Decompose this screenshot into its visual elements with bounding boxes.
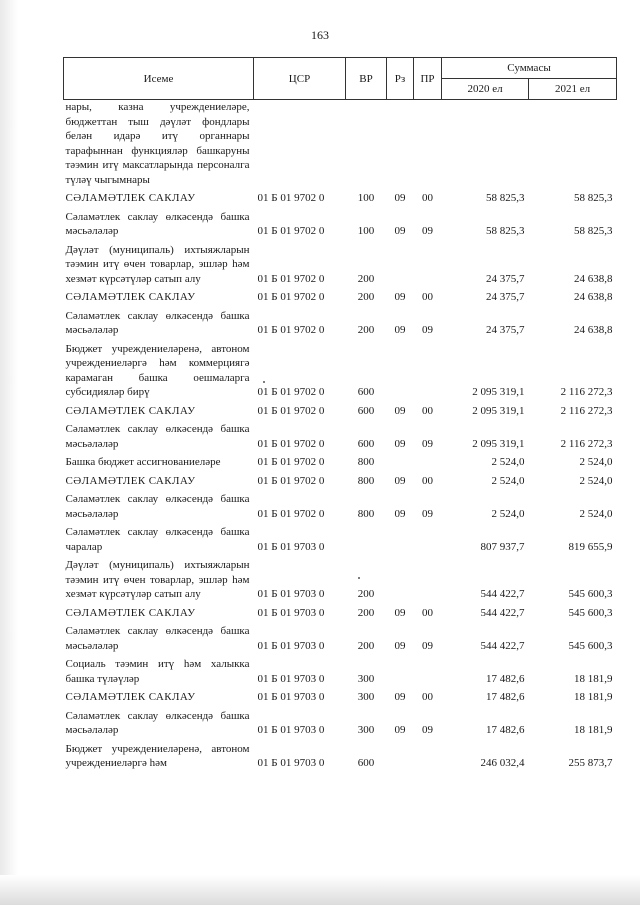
cell-csr: 01 Б 01 9702 0 [257,192,325,204]
table-row [64,451,617,470]
table-row [64,470,617,489]
cell-csr: 01 Б 01 9702 0 [257,272,325,285]
cell-rz: 09 [394,437,406,450]
cell-2021: 58 825,3 [574,225,613,237]
cell-2020: 17 482,6 [486,691,525,703]
cell-rz: 09 [394,507,406,520]
cell-name: Сәламәтлек саклау өлкәсендә башка мәсьәләләр [65,493,250,520]
cell-2020: 24 375,7 [486,272,525,285]
cell-2021: 255 873,7 [568,757,613,769]
scan-speck [358,577,360,579]
cell-2020: 2 524,0 [491,474,525,487]
cell-vr: 600 [357,386,375,398]
cell-pr [414,738,442,771]
cell-csr: 01 Б 01 9703 0 [257,691,325,703]
cell-2020: 17 482,6 [486,672,525,685]
cell-vr [346,100,387,188]
cell-vr: 200 [357,291,375,303]
cell-rz [387,554,414,602]
cell-2020: 24 375,7 [486,324,525,336]
table-row [64,686,617,705]
cell-name: Дәүләт (муниципаль) ихтыяжларын тәэмин итү өчен товарлар, эшләр һәм хезмәт күрсәтүләр сатып алу [65,559,250,600]
cell-2020: 24 375,7 [486,291,525,303]
cell-pr [414,653,442,686]
cell-2021: 545 600,3 [568,588,613,600]
cell-pr [414,100,442,188]
cell-pr [414,554,442,602]
cell-2020 [442,100,529,188]
cell-vr: 100 [357,192,375,204]
cell-rz: 09 [394,192,406,204]
cell-pr: 09 [422,639,433,652]
cell-csr [254,100,346,188]
cell-csr: 01 Б 01 9702 0 [257,474,325,487]
cell-pr: 09 [422,225,433,237]
cell-vr: 800 [357,507,375,520]
cell-pr: 09 [422,724,433,736]
cell-pr [414,521,442,554]
cell-rz [387,521,414,554]
cell-2021: 2 116 272,3 [560,386,613,398]
table-row [64,705,617,738]
cell-vr: 300 [357,672,375,685]
cell-csr: 01 Б 01 9703 0 [257,639,325,652]
cell-2020: 2 524,0 [491,456,525,468]
table-row [64,653,617,686]
cell-csr: 01 Б 01 9702 0 [257,324,325,336]
cell-vr: 300 [357,724,375,736]
cell-name: Сәламәтлек саклау өлкәсендә башка мәсьәләләр [65,709,250,736]
cell-rz [387,100,414,188]
cell-vr: 800 [357,474,375,487]
cell-csr: 01 Б 01 9702 0 [257,437,325,450]
budget-table [63,57,617,771]
cell-csr: 01 Б 01 9702 0 [257,507,325,520]
scan-speck [263,381,265,383]
cell-2020: 246 032,4 [480,757,525,769]
cell-pr [414,338,442,400]
cell-2020: 58 825,3 [486,192,525,204]
table-row [64,338,617,400]
header-year-2021: 2021 ел [529,79,617,100]
cell-name: СӘЛАМӘТЛЕК САКЛАУ [65,192,196,204]
cell-vr: 800 [357,456,375,468]
cell-csr: 01 Б 01 9703 0 [257,540,325,553]
table-header [64,58,617,100]
table-row [64,305,617,338]
cell-name: Сәламәтлек саклау өлкәсендә башка мәсьәләләр [65,423,250,450]
table-row [64,400,617,419]
cell-2020: 17 482,6 [486,724,525,736]
cell-pr: 00 [422,291,433,303]
cell-rz [387,738,414,771]
cell-csr: 01 Б 01 9703 0 [257,724,325,736]
cell-pr: 00 [422,404,433,417]
cell-2020: 544 422,7 [480,588,525,600]
cell-vr: 600 [357,757,375,769]
cell-2020: 2 524,0 [491,507,525,520]
cell-name: СӘЛАМӘТЛЕК САКЛАУ [65,474,196,487]
cell-csr: 01 Б 01 9702 0 [257,225,325,237]
cell-csr: 01 Б 01 9703 0 [257,672,325,685]
cell-rz: 09 [394,691,406,703]
cell-rz: 09 [394,404,406,417]
cell-vr: 600 [357,437,375,450]
cell-pr [414,239,442,287]
header-amounts: Суммасы [442,58,617,79]
cell-pr: 00 [422,606,433,619]
table-row [64,554,617,602]
cell-name: СӘЛАМӘТЛЕК САКЛАУ [65,691,196,703]
table-row [64,187,617,206]
cell-2020: 58 825,3 [486,225,525,237]
header-year-2020: 2020 ел [442,79,529,100]
cell-name: Сәламәтлек саклау өлкәсендә башка мәсьәләләр [65,625,250,652]
cell-name: Дәүләт (муниципаль) ихтыяжларын тәэмин итү өчен товарлар, эшләр һәм хезмәт күрсәтүләр сатып алу [65,243,250,285]
cell-2021: 545 600,3 [568,639,613,652]
cell-vr: 200 [357,588,375,600]
cell-csr: 01 Б 01 9702 0 [257,291,325,303]
scan-edge-bottom [0,875,640,905]
cell-rz [387,338,414,400]
cell-rz: 09 [394,724,406,736]
cell-name: СӘЛАМӘТЛЕК САКЛАУ [65,606,196,619]
table-body [64,100,617,771]
cell-2021: 18 181,9 [574,724,613,736]
cell-name: СӘЛАМӘТЛЕК САКЛАУ [65,404,196,417]
table-row [64,488,617,521]
cell-2021: 2 524,0 [579,456,613,468]
table-row [64,602,617,621]
cell-2021: 2 116 272,3 [560,437,613,450]
cell-name: Сәламәтлек саклау өлкәсендә башка мәсьәләләр [65,210,250,237]
cell-name: Бюджет учреждениеләренә, автоном учреждениеләргә һәм коммерциягә карамаган башка оешмаларга субсидияләр бирү [65,342,250,398]
header-name: Исеме [64,58,254,100]
table-row [64,620,617,653]
cell-2020: 544 422,7 [480,606,525,619]
cell-vr: 200 [357,639,375,652]
cell-rz: 09 [394,606,406,619]
cell-2020: 544 422,7 [480,639,525,652]
cell-2020: 807 937,7 [480,540,525,553]
cell-csr: 01 Б 01 9702 0 [257,404,325,417]
cell-vr: 100 [357,225,375,237]
cell-csr: 01 Б 01 9703 0 [257,757,325,769]
cell-csr: 01 Б 01 9703 0 [257,606,325,619]
table-row [64,521,617,554]
cell-2020: 2 095 319,1 [472,404,525,417]
cell-pr: 00 [422,691,433,703]
cell-rz [387,653,414,686]
cell-2021: 18 181,9 [574,691,613,703]
cell-2021: 2 116 272,3 [560,404,613,417]
cell-vr: 200 [357,606,375,619]
cell-2021: 18 181,9 [574,672,613,685]
cell-vr: 600 [357,404,375,417]
cell-pr: 00 [422,474,433,487]
cell-rz: 09 [394,639,406,652]
cell-2021: 24 638,8 [574,291,613,303]
cell-2020: 2 095 319,1 [472,437,525,450]
cell-vr: 300 [357,691,375,703]
cell-pr: 09 [422,437,433,450]
cell-pr: 09 [422,507,433,520]
cell-name: Башка бюджет ассигнованиеләре [65,456,221,468]
cell-rz: 09 [394,225,406,237]
cell-2021: 2 524,0 [579,507,613,520]
cell-rz: 09 [394,291,406,303]
cell-name: Сәламәтлек саклау өлкәсендә башка мәсьәләләр [65,309,250,336]
cell-vr: 200 [357,324,375,336]
cell-name: нары, казна учреждениеләре, бюджеттан тыш дәүләт фондлары белән идарә итү органнары тарафыннан функцияләр башкаруны тәэмин итү максатларында персоналга түләү чыгымнары [65,101,250,186]
cell-name: Бюджет учреждениеләренә, автоном учреждениеләргә һәм [65,742,250,769]
header-vr: ВР [346,58,387,100]
table-row [64,206,617,239]
cell-2021: 24 638,8 [574,272,613,285]
cell-name: СӘЛАМӘТЛЕК САКЛАУ [65,291,196,303]
scan-edge-left [0,0,18,905]
cell-2021: 819 655,9 [568,540,613,553]
cell-rz: 09 [394,474,406,487]
cell-pr: 00 [422,192,433,204]
cell-name: Сәламәтлек саклау өлкәсендә башка чаралар [65,526,250,553]
cell-2021 [529,100,617,188]
table-row [64,418,617,451]
cell-vr [346,521,387,554]
header-rz: Рз [387,58,414,100]
cell-2021: 545 600,3 [568,606,613,619]
page-number: 163 [311,28,329,42]
header-csr: ЦСР [254,58,346,100]
cell-vr: 200 [357,272,375,285]
cell-csr: 01 Б 01 9702 0 [257,456,325,468]
header-pr: ПР [414,58,442,100]
table-row [64,100,617,188]
cell-pr [414,451,442,470]
cell-2020: 2 095 319,1 [472,386,525,398]
cell-rz [387,451,414,470]
table-row [64,738,617,771]
table-row [64,286,617,305]
cell-csr: 01 Б 01 9702 0 [257,386,325,398]
cell-name: Социаль тәэмин итү һәм халыкка башка түләүләр [65,658,250,685]
table-row [64,239,617,287]
cell-2021: 58 825,3 [574,192,613,204]
budget-table-sheet [63,57,616,771]
cell-2021: 2 524,0 [579,474,613,487]
cell-csr: 01 Б 01 9703 0 [257,588,325,600]
cell-rz: 09 [394,324,406,336]
cell-pr: 09 [422,324,433,336]
cell-rz [387,239,414,287]
cell-2021: 24 638,8 [574,324,613,336]
